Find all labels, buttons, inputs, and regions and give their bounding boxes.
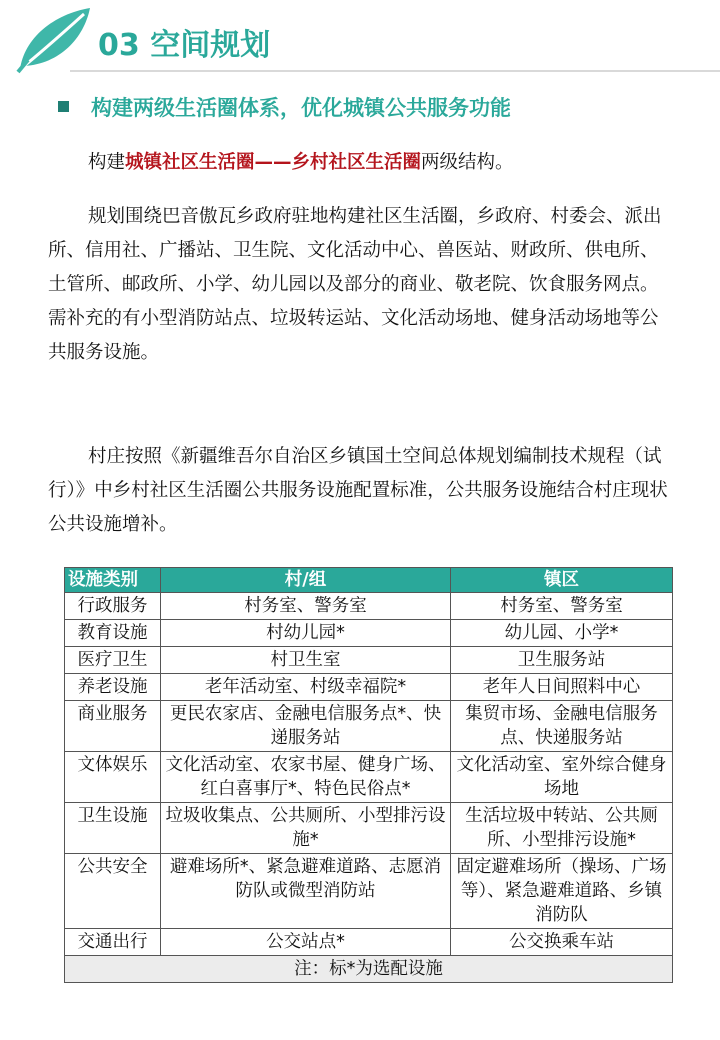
p1-highlight: 城镇社区生活圈——乡村社区生活圈	[125, 152, 422, 173]
table-row	[65, 929, 673, 956]
row-town: 生活垃圾中转站、公共厕所、小型排污设施*	[451, 803, 673, 854]
row-village: 更民农家店、金融电信服务点*、快递服务站	[161, 701, 451, 752]
section-heading	[58, 92, 511, 122]
square-bullet-icon	[58, 101, 69, 112]
row-village: 避难场所*、紧急避难道路、志愿消防队或微型消防站	[161, 854, 451, 929]
chapter-title: 03 空间规划	[98, 28, 271, 63]
table-row	[65, 674, 673, 701]
row-town: 幼儿园、小学*	[451, 620, 673, 647]
row-village: 公交站点*	[161, 929, 451, 956]
facility-table	[64, 567, 673, 983]
row-town: 老年人日间照料中心	[451, 674, 673, 701]
header-category: 设施类别	[65, 568, 161, 593]
table-row	[65, 803, 673, 854]
table-header-row	[65, 568, 673, 593]
row-category: 养老设施	[65, 674, 161, 701]
section-title-text: 构建两级生活圈体系，优化城镇公共服务功能	[91, 96, 511, 120]
row-village: 村幼儿园*	[161, 620, 451, 647]
row-category: 教育设施	[65, 620, 161, 647]
table-note-row	[65, 956, 673, 983]
header-village: 村/组	[161, 568, 451, 593]
table-row	[65, 701, 673, 752]
row-town: 公交换乘车站	[451, 929, 673, 956]
row-village: 村务室、警务室	[161, 593, 451, 620]
row-category: 商业服务	[65, 701, 161, 752]
row-village: 老年活动室、村级幸福院*	[161, 674, 451, 701]
p1-prefix: 构建	[88, 152, 126, 173]
paragraph-structure	[48, 146, 676, 180]
paragraph-village-standard: 村庄按照《新疆维吾尔自治区乡镇国土空间总体规划编制技术规程（试行）》中乡村社区生活圈公共服务设施配置标准，公共服务设施结合村庄现状公共设施增补。	[48, 446, 668, 535]
p1-suffix: 两级结构。	[421, 152, 514, 173]
row-village: 村卫生室	[161, 647, 451, 674]
row-town: 固定避难场所（操场、广场等）、紧急避难道路、乡镇消防队	[451, 854, 673, 929]
row-town: 文化活动室、室外综合健身场地	[451, 752, 673, 803]
table-row	[65, 647, 673, 674]
row-village: 垃圾收集点、公共厕所、小型排污设施*	[161, 803, 451, 854]
table-row	[65, 620, 673, 647]
row-village: 文化活动室、农家书屋、健身广场、红白喜事厅*、特色民俗点*	[161, 752, 451, 803]
header-town: 镇区	[451, 568, 673, 593]
row-category: 医疗卫生	[65, 647, 161, 674]
table-note: 注：标*为选配设施	[65, 956, 673, 983]
row-category: 公共安全	[65, 854, 161, 929]
row-category: 交通出行	[65, 929, 161, 956]
paragraph-community-circle: 规划围绕巴音傲瓦乡政府驻地构建社区生活圈，乡政府、村委会、派出所、信用社、广播站、卫生院、文化活动中心、兽医站、财政所、供电所、土管所、邮政所、小学、幼儿园以及部分的商业、敬老院、饮食服务网点。需补充的有小型消防站点、垃圾转运站、文化活动场地、健身活动场地等公共服务设施。	[48, 206, 662, 363]
header-divider	[70, 70, 720, 72]
table-row	[65, 752, 673, 803]
row-town: 村务室、警务室	[451, 593, 673, 620]
table-row	[65, 854, 673, 929]
row-category: 卫生设施	[65, 803, 161, 854]
row-town: 卫生服务站	[451, 647, 673, 674]
row-town: 集贸市场、金融电信服务点、快递服务站	[451, 701, 673, 752]
row-category: 文体娱乐	[65, 752, 161, 803]
table-row	[65, 593, 673, 620]
row-category: 行政服务	[65, 593, 161, 620]
leaf-logo-icon	[14, 4, 94, 74]
